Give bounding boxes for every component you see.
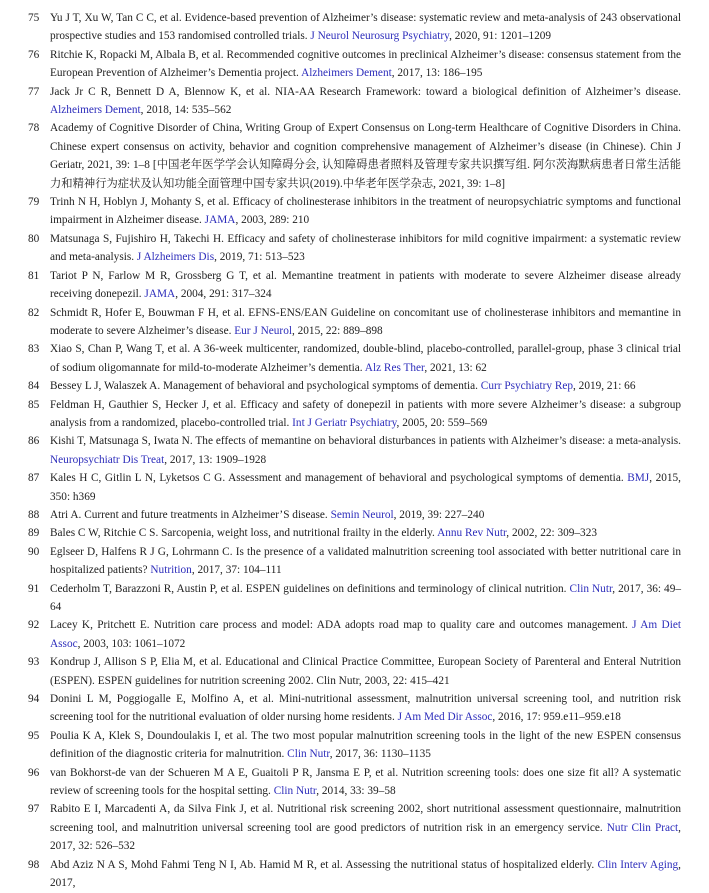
reference-item bbox=[28, 653, 681, 690]
reference-item bbox=[28, 800, 681, 855]
reference-text bbox=[50, 543, 681, 580]
reference-number: 76 bbox=[28, 48, 40, 61]
reference-text bbox=[50, 304, 681, 341]
reference-text bbox=[50, 580, 681, 617]
reference-segment: , 2003, 103: 1061–1072 bbox=[77, 637, 186, 650]
reference-segment: , 2020, 91: 1201–1209 bbox=[449, 30, 552, 43]
reference-item bbox=[28, 616, 681, 653]
journal-link[interactable]: Semin Neurol bbox=[330, 508, 394, 521]
reference-item bbox=[28, 46, 681, 83]
reference-item bbox=[28, 193, 681, 230]
reference-text bbox=[50, 653, 681, 690]
reference-segment: Trinh N H, Hoblyn J, Mohanty S, et al. Efficacy of cholinesterase inhibitors in the treatment of neuropsychiatric symptoms and functional impairment in Alzheimer disease. bbox=[50, 196, 681, 227]
reference-number: 92 bbox=[28, 619, 40, 632]
journal-link[interactable]: Clin Nutr bbox=[569, 582, 613, 595]
reference-segment: Matsunaga S, Fujishiro H, Takechi H. Efficacy and safety of cholinesterase inhibitors for mild cognitive impairment: a systematic review and meta-analysis. bbox=[50, 232, 681, 264]
reference-segment: , 2017, 36: 1130–1135 bbox=[329, 748, 431, 761]
reference-segment: , 2017, 13: 186–195 bbox=[391, 67, 483, 80]
reference-segment: , 2015, 350: h369 bbox=[50, 472, 681, 503]
reference-segment: , 2017, 32: 526–532 bbox=[50, 821, 681, 853]
reference-text bbox=[50, 764, 681, 801]
reference-item bbox=[28, 543, 681, 580]
reference-segment: , 2017, bbox=[50, 858, 681, 890]
reference-segment: Kales H C, Gitlin L N, Lyketsos C G. Assessment and management of behavioral and psychological symptoms of dementia. bbox=[50, 472, 628, 485]
reference-number: 85 bbox=[28, 398, 40, 411]
journal-link[interactable]: J Am Med Dir Assoc bbox=[397, 711, 493, 724]
reference-item bbox=[28, 432, 681, 469]
reference-segment: Bales C W, Ritchie C S. Sarcopenia, weight loss, and nutritional frailty in the elderly. bbox=[50, 527, 438, 540]
reference-item bbox=[28, 690, 681, 727]
reference-segment: Jack Jr C R, Bennett D A, Blennow K, et al. NIA-AA Research Framework: toward a biological definition of Alzheimer’s disease. bbox=[50, 85, 681, 98]
reference-text bbox=[50, 469, 681, 506]
reference-number: 79 bbox=[28, 196, 40, 209]
reference-segment: Kishi T, Matsunaga S, Iwata N. The effects of memantine on behavioral disturbances in patients with Alzheimer’s disease: a meta-analysis. bbox=[50, 435, 681, 448]
reference-segment: Rabito E I, Marcadenti A, da Silva Fink J, et al. Nutritional risk screening 2002, short nutritional assessment questionnaire, malnutrition screening tool, and malnutrition universal screening tool are good predictors of nutrition risk in an emergency service. bbox=[50, 803, 681, 834]
reference-item bbox=[28, 83, 681, 120]
journal-link[interactable]: Curr Psychiatry Rep bbox=[480, 380, 574, 393]
reference-number: 82 bbox=[28, 306, 40, 319]
reference-item bbox=[28, 377, 681, 395]
reference-item bbox=[28, 304, 681, 341]
journal-link[interactable]: JAMA bbox=[144, 288, 176, 301]
reference-number: 84 bbox=[28, 380, 40, 393]
reference-text bbox=[50, 9, 681, 46]
reference-text bbox=[50, 616, 681, 653]
reference-text bbox=[50, 396, 681, 433]
reference-segment: , 2017, 37: 104–111 bbox=[191, 564, 282, 577]
reference-item bbox=[28, 396, 681, 433]
journal-link[interactable]: Clin Interv Aging bbox=[597, 858, 679, 871]
reference-text bbox=[50, 524, 681, 542]
reference-text bbox=[50, 506, 681, 524]
reference-number: 91 bbox=[28, 582, 40, 595]
reference-item bbox=[28, 506, 681, 524]
reference-segment: Donini L M, Poggiogalle E, Molfino A, et al. Mini-nutritional assessment, malnutrition universal screening tool, and nutrition risk screening tool for the nutritional evaluation of older nursing home residents. bbox=[50, 693, 681, 724]
journal-link[interactable]: JAMA bbox=[204, 214, 236, 227]
reference-number: 86 bbox=[28, 435, 40, 448]
journal-link[interactable]: Eur J Neurol bbox=[234, 324, 292, 337]
reference-text bbox=[50, 432, 681, 469]
reference-segment: Abd Aziz N A S, Mohd Fahmi Teng N I, Ab. Hamid M R, et al. Assessing the nutritional status of hospitalized elderly. bbox=[50, 858, 598, 871]
reference-number: 80 bbox=[28, 232, 40, 245]
reference-segment: , 2017, 13: 1909–1928 bbox=[164, 453, 267, 466]
reference-segment: Atri A. Current and future treatments in Alzheimer’S disease. bbox=[50, 508, 331, 521]
reference-number: 77 bbox=[28, 85, 40, 98]
reference-segment: Cederholm T, Barazzoni R, Austin P, et al. ESPEN guidelines on definitions and terminology of clinical nutrition. bbox=[50, 582, 570, 595]
journal-link[interactable]: Annu Rev Nutr bbox=[437, 527, 507, 540]
journal-link[interactable]: Neuropsychiatr Dis Treat bbox=[50, 453, 165, 466]
reference-segment: Eglseer D, Halfens R J G, Lohrmann C. Is the presence of a validated malnutrition screening tool associated with better nutritional care in hospitalized patients? bbox=[50, 545, 681, 577]
reference-number: 89 bbox=[28, 527, 40, 540]
reference-segment: , 2015, 22: 889–898 bbox=[291, 324, 383, 337]
reference-text bbox=[50, 46, 681, 83]
journal-link[interactable]: J Neurol Neurosurg Psychiatry bbox=[310, 30, 450, 43]
reference-text bbox=[50, 340, 681, 377]
reference-segment: , 2003, 289: 210 bbox=[235, 214, 310, 227]
journal-link[interactable]: Alzheimers Dement bbox=[50, 104, 141, 117]
reference-number: 96 bbox=[28, 766, 40, 779]
reference-text bbox=[50, 193, 681, 230]
reference-number: 81 bbox=[28, 269, 40, 282]
reference-segment: , 2019, 39: 227–240 bbox=[393, 508, 485, 521]
journal-link[interactable]: Nutrition bbox=[150, 564, 192, 577]
reference-number: 93 bbox=[28, 656, 40, 669]
reference-item bbox=[28, 524, 681, 542]
reference-segment: van Bokhorst-de van der Schueren M A E, Guaitoli P R, Jansma E P, et al. Nutrition screening tools: does one size fit all? A systematic review of screening tools for the hospital setting. bbox=[50, 766, 681, 798]
reference-text bbox=[50, 377, 681, 395]
reference-number: 94 bbox=[28, 693, 40, 706]
reference-item bbox=[28, 267, 681, 304]
reference-item bbox=[28, 469, 681, 506]
reference-item bbox=[28, 580, 681, 617]
reference-segment: Tariot P N, Farlow M R, Grossberg G T, et al. Memantine treatment in patients with moderate to severe Alzheimer disease already receiving donepezil. bbox=[50, 269, 681, 301]
reference-segment: Yu J T, Xu W, Tan C C, et al. Evidence-based prevention of Alzheimer’s disease: systematic review and meta-analysis of 243 observational prospective studies and 153 randomised controlled trials. bbox=[50, 12, 681, 43]
reference-number: 97 bbox=[28, 803, 40, 816]
reference-item bbox=[28, 9, 681, 46]
reference-text bbox=[50, 727, 681, 764]
journal-link[interactable]: J Alzheimers Dis bbox=[136, 251, 215, 264]
reference-segment: Xiao S, Chan P, Wang T, et al. A 36-week multicenter, randomized, double-blind, placebo-controlled, parallel-group, phase 3 clinical trial of sodium oligomannate for mild-to-moderate Alzheimer’s dementia. bbox=[50, 343, 681, 374]
reference-number: 75 bbox=[28, 12, 40, 24]
reference-text bbox=[50, 800, 681, 855]
journal-link[interactable]: Int J Geriatr Psychiatry bbox=[292, 416, 397, 429]
reference-segment: Poulia K A, Klek S, Doundoulakis I, et al. The two most popular malnutrition screening tools in the light of the new ESPEN consensus definition of the diagnostic criteria for malnutrition. bbox=[50, 729, 681, 761]
reference-segment: , 2018, 14: 535–562 bbox=[140, 104, 232, 117]
reference-list bbox=[28, 9, 681, 893]
reference-segment: , 2019, 71: 513–523 bbox=[214, 251, 305, 264]
reference-segment: Schmidt R, Hofer E, Bouwman F H, et al. EFNS-ENS/EAN Guideline on concomitant use of cholinesterase inhibitors and memantine in moderate to severe Alzheimer’s disease. bbox=[50, 306, 681, 337]
reference-number: 90 bbox=[28, 545, 40, 558]
journal-link[interactable]: J Am Diet Assoc bbox=[50, 619, 681, 650]
journal-link[interactable]: BMJ bbox=[627, 472, 650, 485]
reference-text bbox=[50, 83, 681, 120]
reference-number: 95 bbox=[28, 729, 40, 742]
reference-item bbox=[28, 764, 681, 801]
reference-segment: , 2021, 13: 62 bbox=[424, 361, 487, 374]
reference-text bbox=[50, 856, 681, 893]
reference-text bbox=[50, 230, 681, 267]
reference-number: 98 bbox=[28, 858, 40, 871]
reference-number: 88 bbox=[28, 508, 40, 521]
reference-number: 78 bbox=[28, 122, 40, 135]
reference-segment: Kondrup J, Allison S P, Elia M, et al. Educational and Clinical Practice Committee, European Society of Parenteral and Enteral Nutrition (ESPEN). ESPEN guidelines for nutrition screening 2002. Clin Nutr, 2003, 22: 415–421 bbox=[50, 656, 681, 687]
journal-link[interactable]: Clin Nutr bbox=[287, 748, 330, 761]
journal-link[interactable]: Alzheimers Dement bbox=[301, 67, 392, 80]
reference-segment: , 2004, 291: 317–324 bbox=[175, 288, 272, 301]
reference-number: 83 bbox=[28, 343, 40, 356]
reference-segment: Ritchie K, Ropacki M, Albala B, et al. Recommended cognitive outcomes in preclinical Alzheimer’s disease: consensus statement from the European Prevention of Alzheimer’s Dementia project. bbox=[50, 48, 681, 80]
journal-link[interactable]: Clin Nutr bbox=[273, 785, 317, 798]
reference-segment: , 2019, 21: 66 bbox=[573, 380, 636, 393]
reference-text bbox=[50, 690, 681, 727]
journal-link[interactable]: Alz Res Ther bbox=[364, 361, 425, 374]
reference-item bbox=[28, 727, 681, 764]
reference-number: 87 bbox=[28, 472, 40, 485]
reference-segment: , 2014, 33: 39–58 bbox=[316, 785, 396, 798]
reference-text bbox=[50, 267, 681, 304]
reference-item bbox=[28, 119, 681, 193]
reference-item bbox=[28, 856, 681, 893]
reference-segment: Feldman H, Gauthier S, Hecker J, et al. Efficacy and safety of donepezil in patients with more severe Alzheimer’s disease: a subgroup analysis from a randomized, placebo-controlled trial. bbox=[50, 398, 681, 429]
reference-segment: , 2017, 36: 49–64 bbox=[50, 582, 681, 613]
reference-segment: Academy of Cognitive Disorder of China, Writing Group of Expert Consensus on Long-term Healthcare of Cognitive Disorders in China. Chinese expert consensus on activity, behavior and cognition comprehensive management of Alzheimer’s disease (in Chinese). Chin J Geriatr, 2021, 39: 1–8 [中国老年医学学会认知障碍分会, 认知障碍患者照料及管理专家共识撰写组. 阿尔茨海默病患者日常生活能力和精神行为症状及认知功能全面管理中国专家共识(2019).中华老年医学杂志, 2021, 39: 1–8] bbox=[50, 122, 681, 190]
reference-segment: Lacey K, Pritchett E. Nutrition care process and model: ADA adopts road map to quality care and outcomes management. bbox=[50, 619, 633, 632]
reference-segment: , 2016, 17: 959.e11–959.e18 bbox=[492, 711, 621, 724]
journal-link[interactable]: Nutr Clin Pract bbox=[606, 821, 679, 834]
reference-segment: Bessey L J, Walaszek A. Management of behavioral and psychological symptoms of dementia. bbox=[50, 380, 481, 393]
reference-segment: , 2005, 20: 559–569 bbox=[396, 416, 488, 429]
reference-item bbox=[28, 230, 681, 267]
reference-segment: , 2002, 22: 309–323 bbox=[506, 527, 597, 540]
reference-text bbox=[50, 119, 681, 193]
reference-item bbox=[28, 340, 681, 377]
